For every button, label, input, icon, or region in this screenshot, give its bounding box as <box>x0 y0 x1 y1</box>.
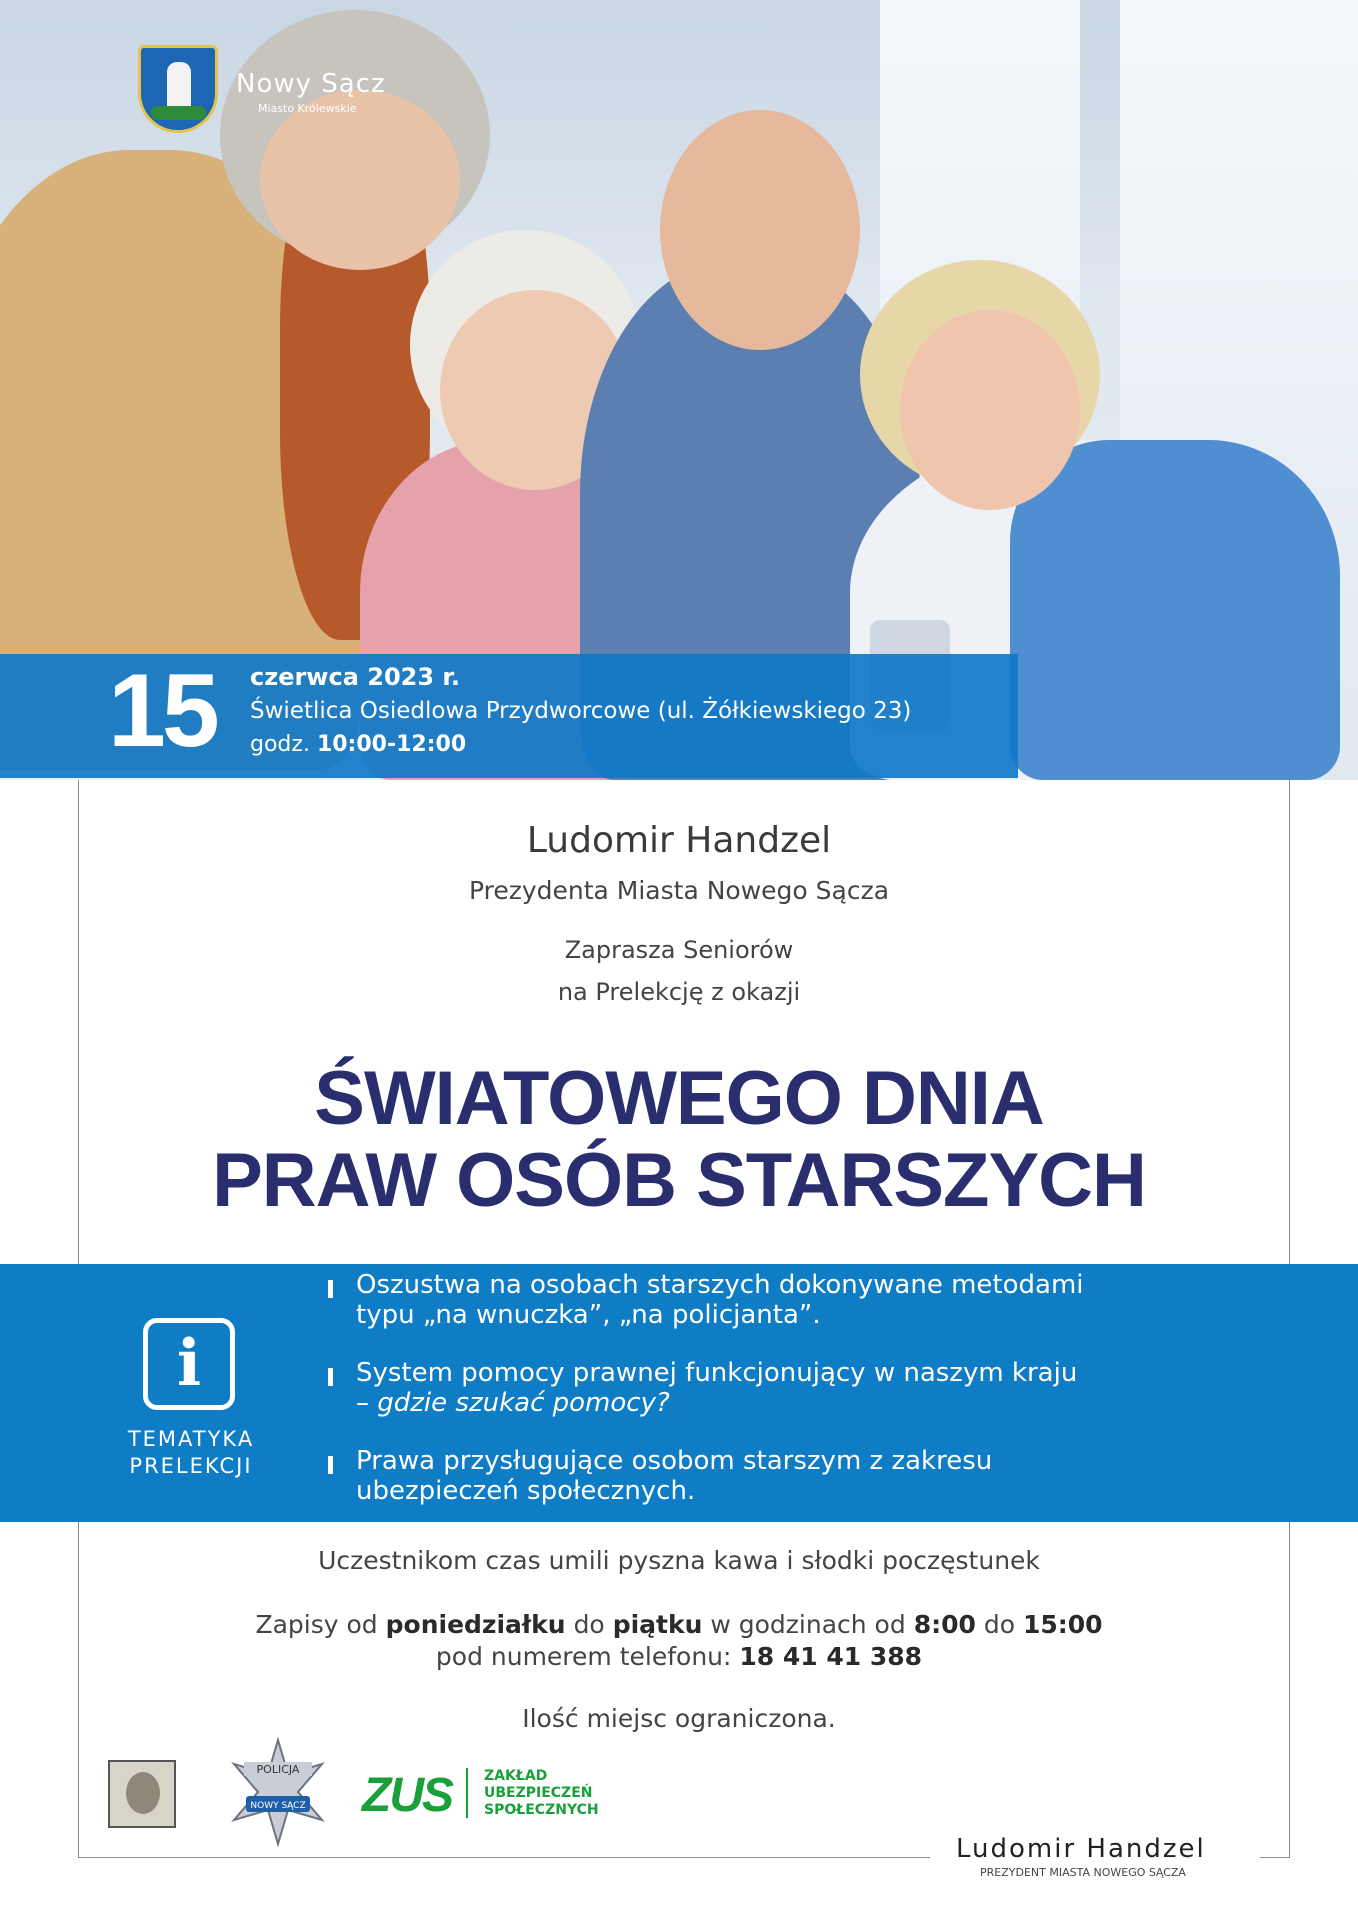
zus-line: ZAKŁAD <box>484 1768 548 1784</box>
invite-line-1: Zaprasza Seniorów <box>564 936 794 964</box>
police-star-logo <box>222 1736 334 1848</box>
person-left-face <box>260 90 460 270</box>
reg-to-time: 15:00 <box>1022 1610 1103 1639</box>
reg-from-day: poniedziałku <box>385 1610 566 1639</box>
reg-from-time: 8:00 <box>913 1610 976 1639</box>
person-man-face <box>660 110 860 350</box>
bullet-bar <box>328 1368 333 1386</box>
topic-item <box>328 1446 1228 1506</box>
headline <box>0 1058 1358 1222</box>
topic-text: System pomocy prawnej funkcjonujący w naszym kraju <box>356 1358 1078 1388</box>
blue-shawl <box>1010 440 1340 780</box>
registration-line <box>0 1610 1358 1639</box>
time-prefix: godz. <box>250 732 310 757</box>
zus-divider <box>466 1768 468 1818</box>
signature-title: PREZYDENT MIASTA NOWEGO SĄCZA <box>980 1866 1186 1879</box>
city-name: Nowy Sącz <box>236 69 386 99</box>
phone-line <box>0 1642 1358 1671</box>
event-venue: Świetlica Osiedlowa Przydworcowe (ul. Żółkiewskiego 23) <box>250 698 912 724</box>
host-role: Prezydenta Miasta Nowego Sącza <box>468 876 890 905</box>
foundation-medallion-logo <box>108 1760 176 1828</box>
event-details <box>250 660 911 762</box>
topics-label <box>96 1426 286 1480</box>
city-crest-icon <box>138 45 218 133</box>
headline-line-1: ŚWIATOWEGO DNIA <box>314 1056 1044 1141</box>
signature-name: Ludomir Handzel <box>956 1834 1206 1864</box>
reg-prefix: Zapisy od <box>255 1610 378 1639</box>
time-value: 10:00-12:00 <box>316 732 467 757</box>
refreshments-note: Uczestnikom czas umili pyszna kawa i słodki poczęstunek <box>318 1546 1040 1575</box>
topic-text: Oszustwa na osobach starszych dokonywane metodami <box>356 1270 1084 1300</box>
city-logo <box>138 45 386 133</box>
topic-text-italic: – gdzie szukać pomocy? <box>356 1388 670 1418</box>
topic-text: typu „na wnuczka”, „na policjanta”. <box>356 1300 821 1330</box>
bullet-bar <box>328 1456 333 1474</box>
person-right-face <box>900 310 1080 510</box>
event-time <box>250 728 911 762</box>
reg-to: do <box>573 1610 605 1639</box>
zus-line: SPOŁECZNYCH <box>484 1802 599 1818</box>
topics-label-line-2: PRELEKCJI <box>129 1454 253 1478</box>
phone-number: 18 41 41 388 <box>739 1642 923 1671</box>
host-name: Ludomir Handzel <box>526 820 832 861</box>
phone-prefix: pod numerem telefonu: <box>435 1642 732 1671</box>
headline-line-2: PRAW OSÓB STARSZYCH <box>212 1138 1146 1223</box>
bullet-bar <box>328 1280 333 1298</box>
reg-to-day: piątku <box>612 1610 703 1639</box>
info-icon: i <box>143 1318 235 1410</box>
zus-name <box>484 1768 599 1819</box>
police-bottom-label: NOWY SĄCZ <box>250 1801 306 1811</box>
event-month-year: czerwca 2023 r. <box>250 663 460 691</box>
invite-line-2: na Prelekcję z okazji <box>557 978 801 1006</box>
topic-item <box>328 1270 1228 1330</box>
police-top-label: POLICJA <box>256 1763 300 1776</box>
topic-text: Prawa przysługujące osobom starszym z zakresu <box>356 1446 993 1476</box>
reg-to: do <box>983 1610 1015 1639</box>
city-subtitle: Miasto Królewskie <box>258 102 357 115</box>
zus-line: UBEZPIECZEŃ <box>484 1785 593 1801</box>
topic-text: ubezpieczeń społecznych. <box>356 1476 696 1506</box>
topics-label-line-1: TEMATYKA <box>127 1427 255 1451</box>
reg-hours-prefix: w godzinach od <box>710 1610 906 1639</box>
zus-logo: ZUS <box>362 1769 452 1822</box>
limited-seats-note: Ilość miejsc ograniczona. <box>522 1704 836 1733</box>
topic-item <box>328 1358 1228 1418</box>
event-day: 15 <box>108 653 216 769</box>
